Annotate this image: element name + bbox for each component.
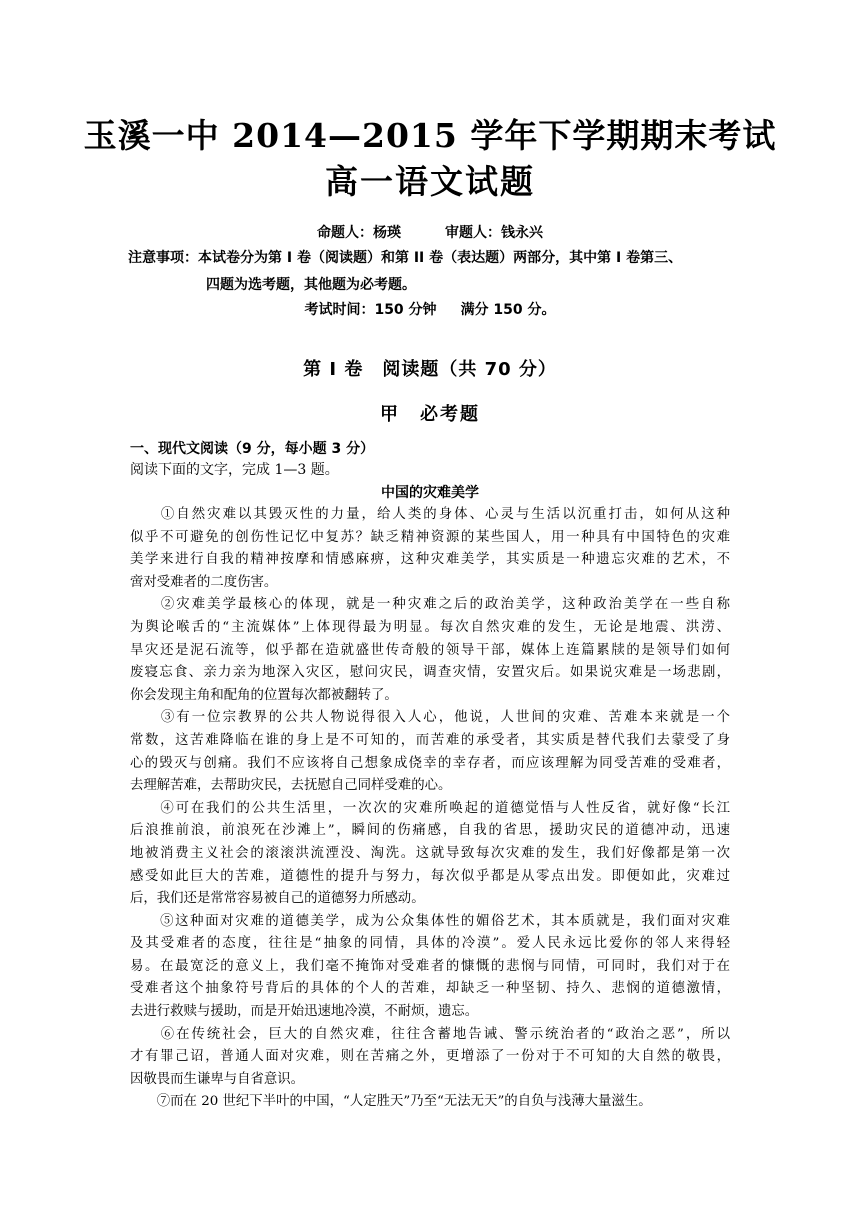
exam-time: 考试时间：150 分钟 (304, 302, 437, 318)
article-line: ③有一位宗教界的公共人物说得很入人心，他说，人世间的灾难、苦难本来就是一个 (130, 710, 730, 726)
section-instruction: 阅读下面的文字，完成 1—3 题。 (130, 462, 339, 478)
notice-line-1: 注意事项：本试卷分为第 I 卷（阅读题）和第 II 卷（表达题）两部分，其中第 I 卷第三、 (128, 250, 683, 266)
article-line: 后浪推前浪，前浪死在沙滩上”，瞬间的伤痛感，自我的省思，援助灾民的道德冲动，迅速 (130, 823, 730, 839)
article-line: ②灾难美学最核心的体现，就是一种灾难之后的政治美学，这种政治美学在一些自称 (130, 597, 730, 613)
article-line: 为舆论喉舌的“主流媒体”上体现得最为明显。每次自然灾难的发生，无论是地震、洪涝、 (130, 619, 730, 635)
article-line: 及其受难者的态度，往往是“抽象的同情，具体的冷漠”。爱人民永远比爱你的邻人来得轻 (130, 936, 730, 952)
article-line: ⑦而在 20 世纪下半叶的中国，“人定胜天”乃至“无法无天”的自负与浅薄大量滋生。 (130, 1094, 652, 1110)
article-line: 受难者这个抽象符号背后的具体的个人的苦难，却缺乏一种坚韧、持久、悲悯的道德激情， (130, 981, 730, 997)
article-body (130, 504, 730, 1114)
article-line: 心的毁灭与创痛。我们不应该将自己想象成侥幸的幸存者，而应该理解为同受苦难的受难者， (130, 755, 730, 771)
article-line: 去理解苦难，去帮助灾民，去抚慰自己同样受难的心。 (130, 778, 452, 794)
article-line: 地被消费主义社会的滚滚洪流湮没、淘洗。这就导致每次灾难的发生，我们好像都是第一次 (130, 845, 730, 861)
article-line: 啻对受难者的二度伤害。 (130, 574, 278, 590)
article-title: 中国的灾难美学 (381, 485, 479, 501)
article-line: 旱灾还是泥石流等，似乎都在造就盛世传奇般的领导干部，媒体上连篇累牍的是领导们如何 (130, 642, 730, 658)
article-line: 去进行救赎与援助，而是开始迅速地冷漠，不耐烦，遗忘。 (130, 1004, 479, 1020)
article-line: 美学来进行自我的精神按摩和情感麻痹，这种灾难美学，其实质是一种遗忘灾难的艺术，不 (130, 552, 730, 568)
section-heading: 一、现代文阅读（9 分，每小题 3 分） (130, 441, 375, 457)
exam-time-line (0, 299, 860, 319)
setter: 命题人：杨瑛 (317, 225, 401, 241)
reviewer: 审题人：钱永兴 (445, 225, 543, 241)
authors-line (0, 222, 860, 242)
full-score: 满分 150 分。 (460, 302, 556, 318)
article-line: 常数，这苦难降临在谁的身上是不可知的，而苦难的承受者，其实质是替代我们去蒙受了身 (130, 732, 730, 748)
exam-subtitle: 高一语文试题 (325, 162, 535, 201)
article-line: 似乎不可避免的创伤性记忆中复苏？缺乏精神资源的某些国人，用一种具有中国特色的灾难 (130, 529, 730, 545)
article-line: 后，我们还是常常容易被自己的道德努力所感动。 (130, 891, 425, 907)
part-subtitle: 甲 必考题 (380, 404, 480, 425)
article-line: ⑤这种面对灾难的道德美学，成为公众集体性的媚俗艺术，其本质就是，我们面对灾难 (130, 913, 730, 929)
notice-line-2: 四题为选考题，其他题为必考题。 (206, 277, 416, 293)
part-title: 第 I 卷 阅读题（共 70 分） (303, 359, 557, 380)
article-line: ④可在我们的公共生活里，一次次的灾难所唤起的道德觉悟与人性反省，就好像“长江 (130, 800, 730, 816)
article-line: 感受如此巨大的苦难，道德性的提升与努力，每次似乎都是从零点出发。即便如此，灾难过 (130, 868, 730, 884)
article-line: 废寝忘食、亲力亲为地深入灾区，慰问灾民，调查灾情，安置灾后。如果说灾难是一场悲剧， (130, 665, 730, 681)
article-line: ⑥在传统社会，巨大的自然灾难，往往含蓄地告诫、警示统治者的“政治之恶”，所以 (130, 1026, 730, 1042)
article-line: 因敬畏而生谦卑与自省意识。 (130, 1071, 305, 1087)
exam-title: 玉溪一中 2014—2015 学年下学期期末考试 (83, 116, 777, 155)
article-line: ①自然灾难以其毁灭性的力量，给人类的身体、心灵与生活以沉重打击，如何从这种 (130, 507, 730, 522)
article-line: 你会发现主角和配角的位置每次都被翻转了。 (130, 687, 398, 703)
article-line: 才有罪己诏，普通人面对灾难，则在苦痛之外，更增添了一份对于不可知的大自然的敬畏， (130, 1049, 730, 1065)
article-line: 易。在最宽泛的意义上，我们毫不掩饰对受难者的慷慨的悲悯与同情，可同时，我们对于在 (130, 958, 730, 974)
